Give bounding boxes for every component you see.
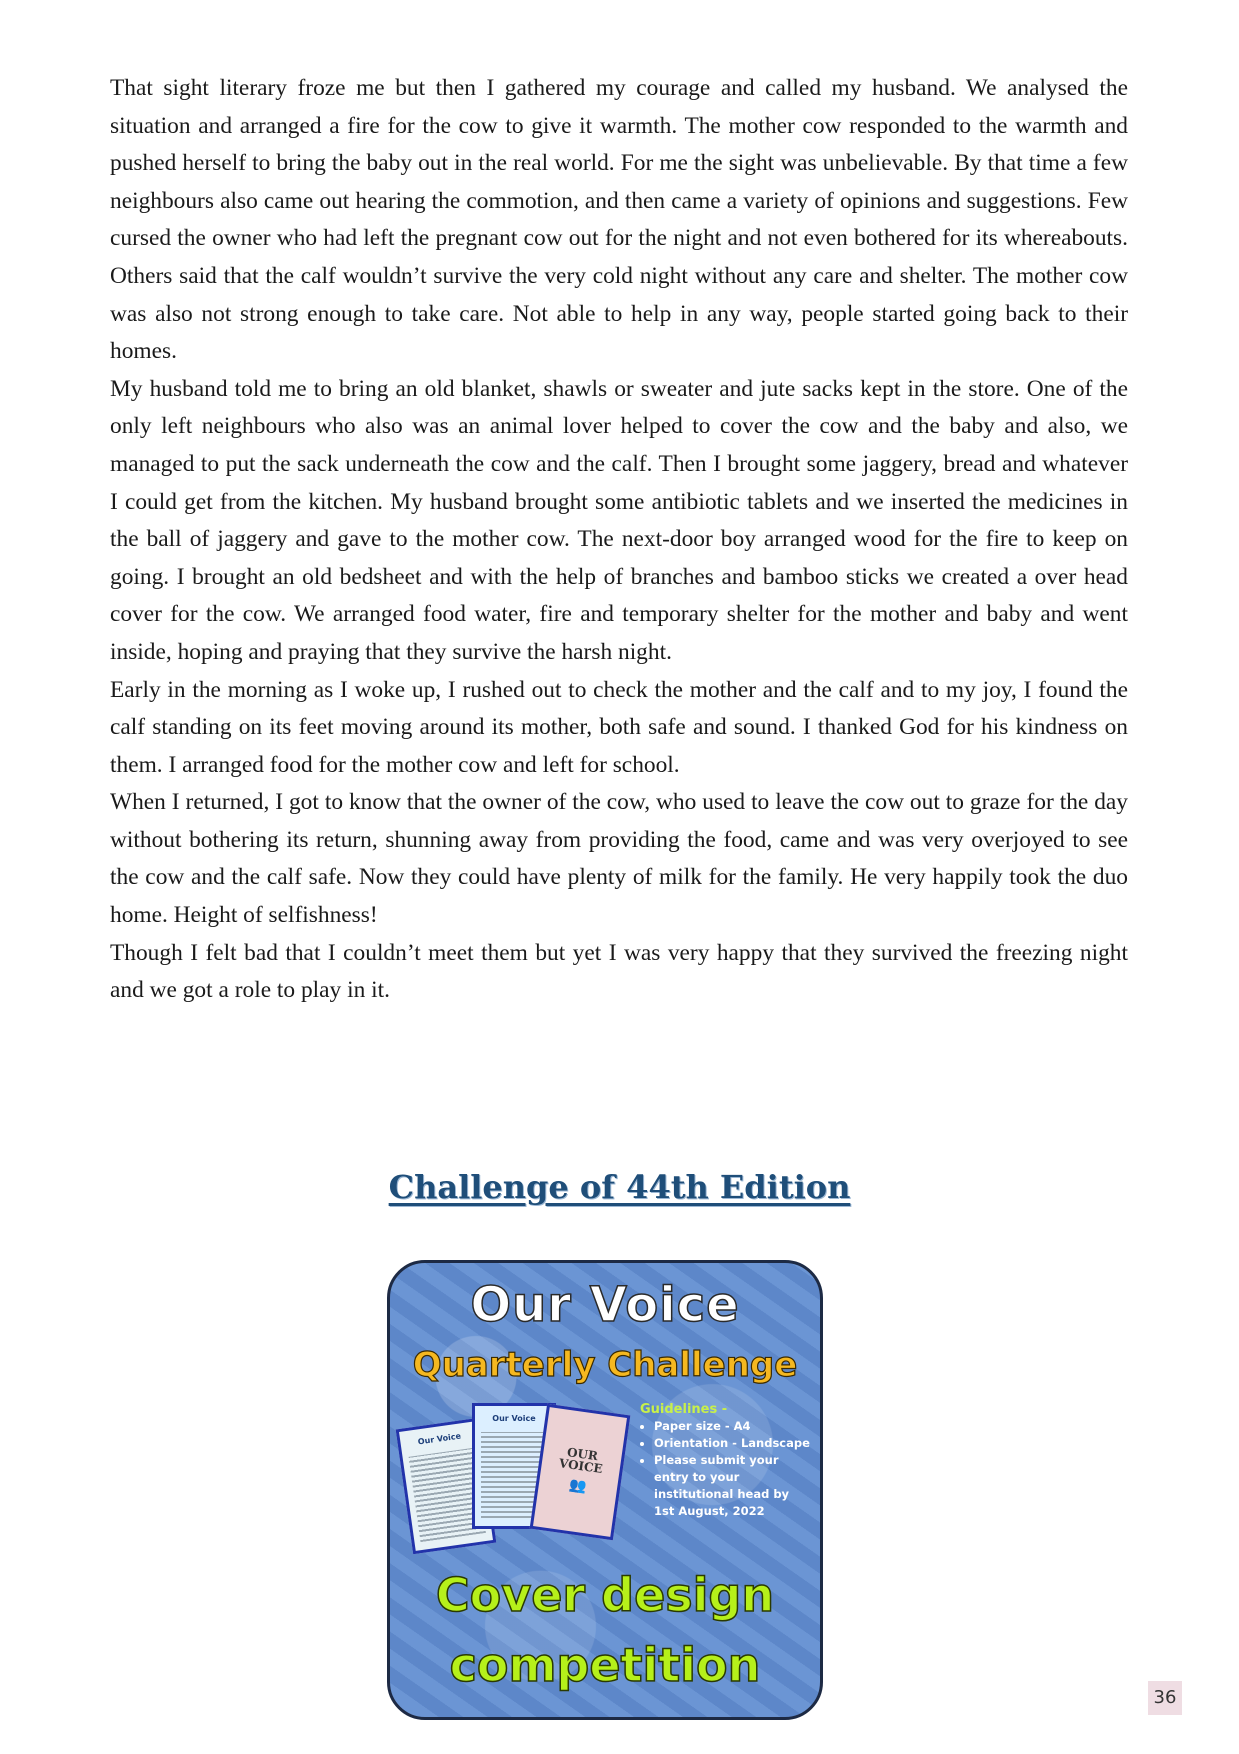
challenge-poster (387, 1260, 823, 1720)
poster-bottom-line-2: competition (449, 1638, 761, 1692)
cover-label: Our Voice (417, 1431, 462, 1447)
guidelines-box (640, 1401, 810, 1520)
guideline-item: • Please submit your entry to your institutional head by 1st August, 2022 (654, 1452, 810, 1520)
guideline-item: • Orientation - Landscape (654, 1435, 810, 1452)
poster-bottom-line-1: Cover design (435, 1568, 775, 1622)
guidelines-heading: Guidelines - (640, 1402, 728, 1417)
poster-title: Our Voice (470, 1277, 740, 1333)
paragraph-5: Though I felt bad that I couldn’t meet them but yet I was very happy that they survived the freezing night and we got a role to play in it. (110, 939, 1128, 1004)
cover-label: OUR VOICE (558, 1445, 604, 1477)
section-heading: Challenge of 44th Edition (388, 1168, 851, 1206)
paragraph-2: My husband told me to bring an old blanket, shawls or sweater and jute sacks kept in the store. One of the only left neighbours who also was an animal lover helped to cover the cow and the baby and also, we managed to put the sack underneath the cow and the calf. Then I brought some jaggery, bread and whatever I could get from the kitchen. My husband brought some antibiotic tablets and we inserted the medicines in the ball of jaggery and gave to the mother cow. The next-door boy arranged wood for the fire to keep on going. I brought an old bedsheet and with the help of branches and bamboo sticks we created a over head cover for the cow. We arranged food water, fire and temporary shelter for the mother and baby and went inside, hoping and praying that they survive the harsh night. (110, 375, 1128, 665)
guidelines-list (640, 1418, 810, 1520)
poster-subtitle: Quarterly Challenge (412, 1345, 798, 1385)
paragraph-3: Early in the morning as I woke up, I rushed out to check the mother and the calf and to my joy, I found the calf standing on its feet moving around its mother, both safe and sound. I thanked God for his kindness on them. I arranged food for the mother cow and left for school. (110, 676, 1128, 778)
story-text (110, 70, 1128, 1010)
cover-label: Our Voice (492, 1414, 536, 1423)
page-number: 36 (1148, 1681, 1182, 1715)
paragraph-4: When I returned, I got to know that the owner of the cow, who used to leave the cow out to graze for the day without bothering its return, shunning away from providing the food, came and was very overjoyed to see the cow and the calf safe. Now they could have plenty of milk for the family. He very happily took the duo home. Height of selfishness! (110, 789, 1128, 929)
silhouette-icon: 👥 (568, 1476, 588, 1495)
sample-cover-3 (530, 1404, 631, 1540)
sample-covers (400, 1393, 640, 1563)
guideline-item: • Paper size - A4 (654, 1418, 810, 1435)
paragraph-1: That sight literary froze me but then I gathered my courage and called my husband. We analysed the situation and arranged a fire for the cow to give it warmth. The mother cow responded to the warmth and pushed herself to bring the baby out in the real world. For me the sight was unbelievable. By that time a few neighbours also came out hearing the commotion, and then came a variety of opinions and suggestions. Few cursed the owner who had left the pregnant cow out for the night and not even bothered for its whereabouts. Others said that the calf wouldn’t survive the very cold night without any care and shelter. The mother cow was also not strong enough to take care. Not able to help in any way, people started going back to their homes. (110, 75, 1128, 365)
